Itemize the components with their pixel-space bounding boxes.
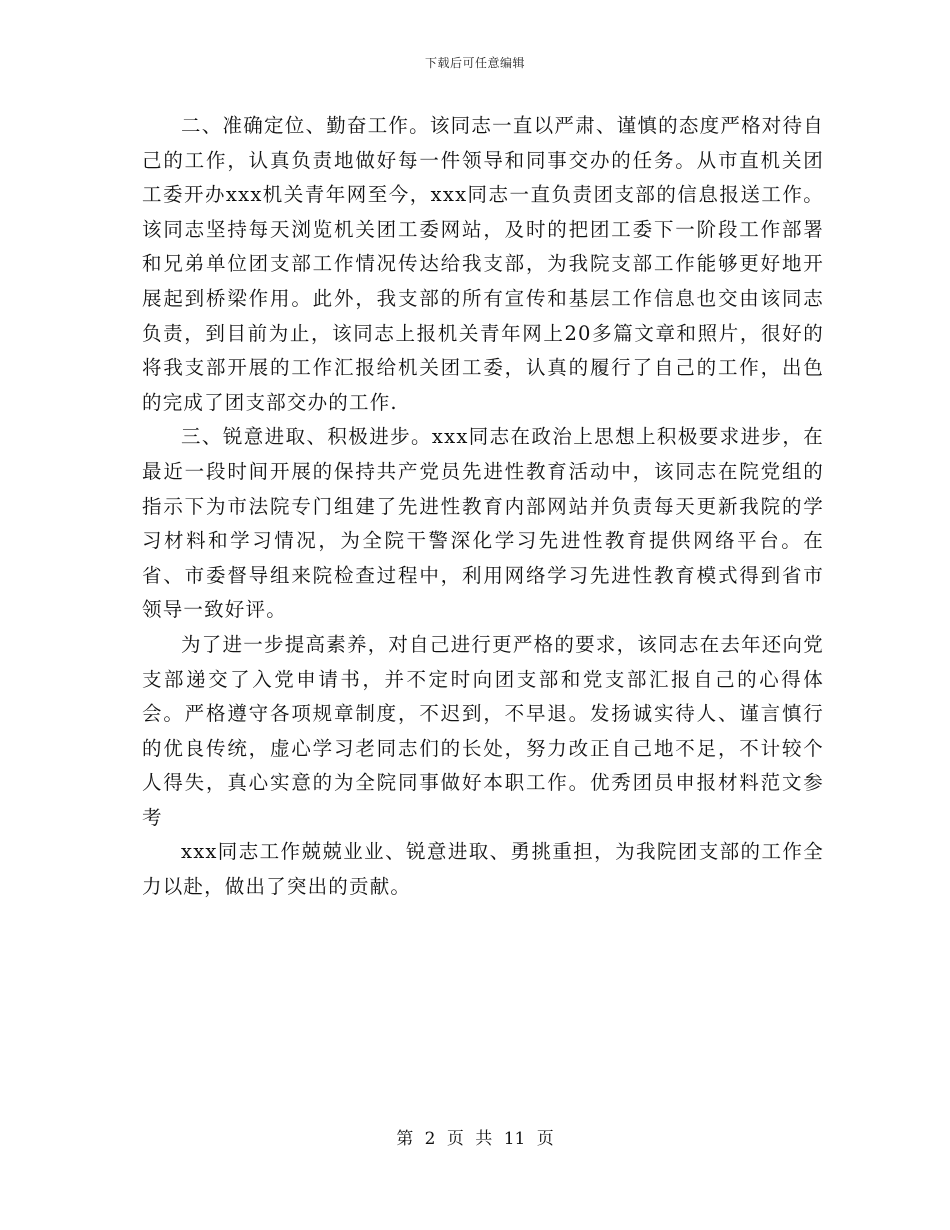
page-header-note: 下载后可任意编辑 — [424, 56, 525, 70]
paragraph-self-improvement: 为了进一步提高素养，对自己进行更严格的要求，该同志在去年还向党支部递交了入党申请书，并不定时向团支部和党支部汇报自己的心得体会。严格遵守各项规章制度，不迟到，不早退。发扬诚实待人、谨言慎行的优良传统，虚心学习老同志们的长处，努力改正自己地不足，不计较个人得失，真心实意的为全院同事做好本职工作。优秀团员申报材料范文参考 — [142, 632, 824, 829]
paragraph-summary: xxx同志工作兢兢业业、锐意进取、勇挑重担，为我院团支部的工作全力以赴，做出了突出的贡献。 — [142, 840, 824, 899]
paragraph-accurate-positioning: 二、准确定位、勤奋工作。该同志一直以严肃、谨慎的态度严格对待自己的工作，认真负责地做好每一件领导和同事交办的任务。从市直机关团工委开办xxx机关青年网至今，xxx同志一直负责团支部的信息报送工作。该同志坚持每天浏览机关团工委网站，及时的把团工委下一阶段工作部署和兄弟单位团支部工作情况传达给我支部，为我院支部工作能够更好地开展起到桥梁作用。此外，我支部的所有宣传和基层工作信息也交由该同志负责，到目前为止，该同志上报机关青年网上20多篇文章和照片，很好的将我支部开展的工作汇报给机关团工委，认真的履行了自己的工作，出色的完成了团支部交办的工作. — [142, 114, 824, 414]
document-body — [142, 109, 824, 905]
page-number-footer: 第 2 页 共 11 页 — [396, 1129, 554, 1149]
paragraph-progress: 三、锐意进取、积极进步。xxx同志在政治上思想上积极要求进步，在最近一段时间开展的保持共产党员先进性教育活动中，该同志在院党组的指示下为市法院专门组建了先进性教育内部网站并负责每天更新我院的学习材料和学习情况，为全院干警深化学习先进性教育提供网络平台。在省、市委督导组来院检查过程中，利用网络学习先进性教育模式得到省市领导一致好评。 — [142, 425, 824, 622]
